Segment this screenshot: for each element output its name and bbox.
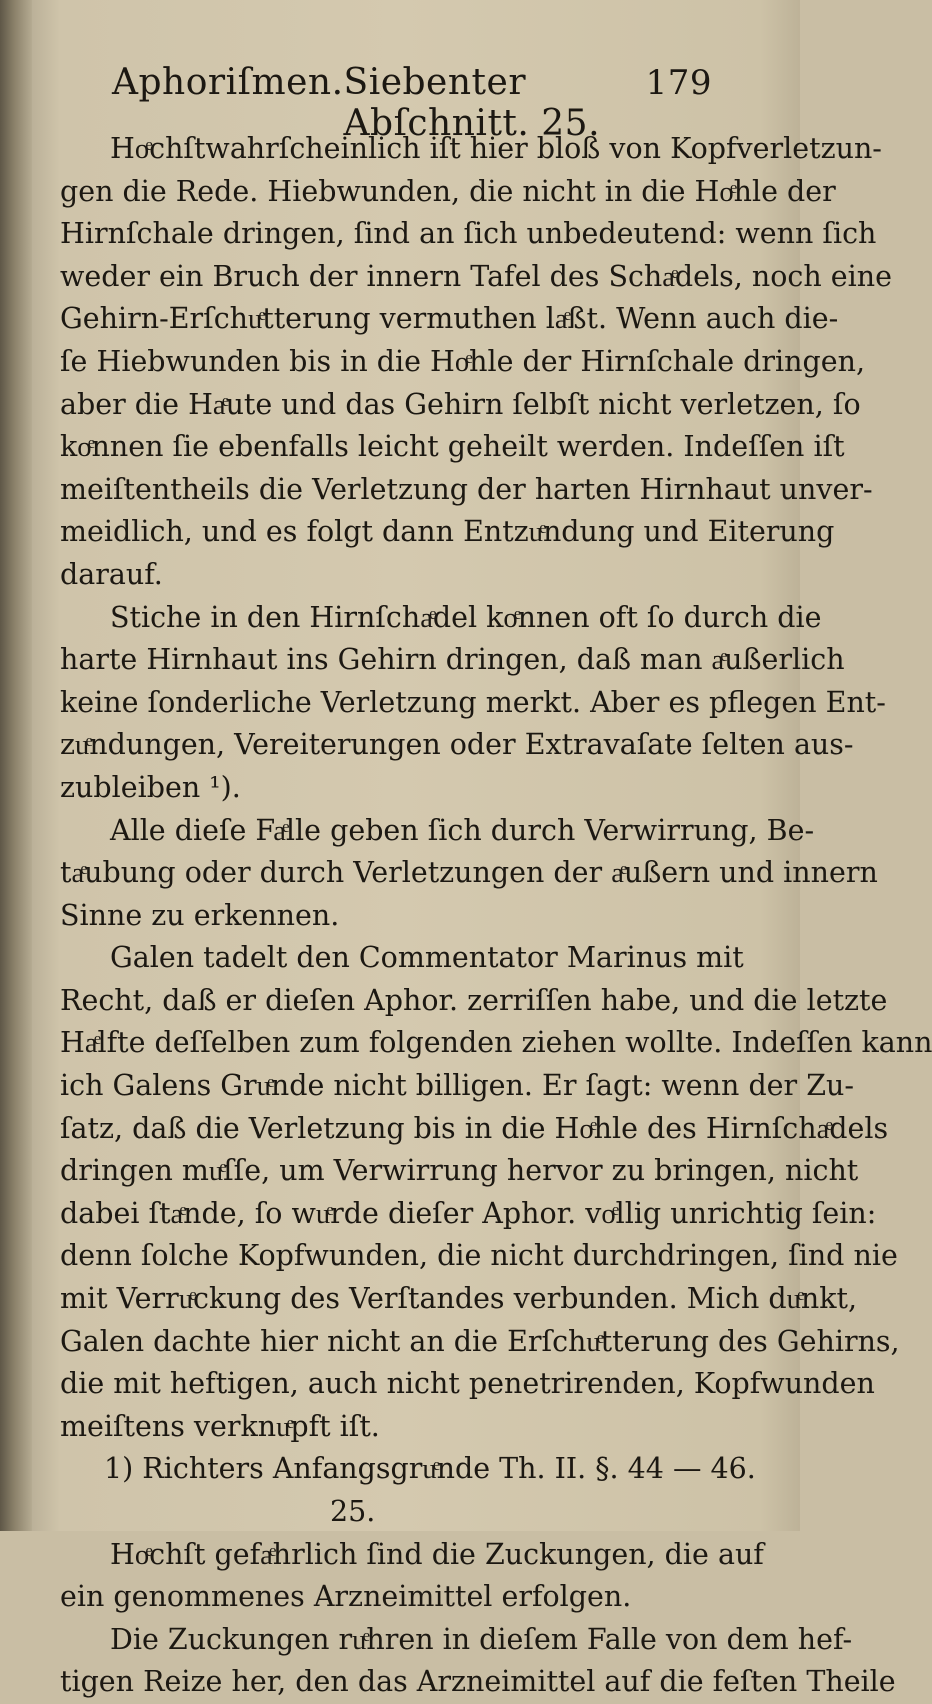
section-number: 25. bbox=[330, 1495, 376, 1528]
text-line: denn ſolche Kopfwunden, die nicht durchdringen, ſind nie bbox=[60, 1239, 898, 1273]
binding-gutter bbox=[0, 0, 32, 1531]
text-line: Gehirn-Erſchuͤtterung vermuthen laͤßt. Wenn auch die- bbox=[60, 302, 839, 336]
text-line: Haͤlfte deſſelben zum folgenden ziehen wollte. Indeſſen kann bbox=[60, 1026, 932, 1060]
text-line: dringen muͤſſe, um Verwirrung hervor zu bringen, nicht bbox=[60, 1154, 859, 1188]
text-line: tigen Reize her, den das Arzneimittel auf die feſten Theile bbox=[60, 1665, 896, 1699]
text-line: darauf. bbox=[60, 557, 163, 591]
text-line: Stiche in den Hirnſchaͤdel koͤnnen oft ſo durch die bbox=[110, 600, 822, 634]
text-line: Alle dieſe Faͤlle geben ſich durch Verwirrung, Be- bbox=[110, 813, 815, 847]
text-line: Sinne zu erkennen. bbox=[60, 898, 340, 932]
text-line: Recht, daß er dieſen Aphor. zerriſſen habe, und die letzte bbox=[60, 983, 888, 1017]
text-line: ſe Hiebwunden bis in die Hoͤhle der Hirnſchale dringen, bbox=[60, 344, 866, 378]
text-line: ſatz, daß die Verletzung bis in die Hoͤhle des Hirnſchaͤdels bbox=[60, 1111, 889, 1145]
header-section: Siebenter Abſchnitt. 25. bbox=[343, 62, 601, 144]
text-line: taͤubung oder durch Verletzungen der aͤußern und innern bbox=[60, 856, 878, 890]
text-line: meiſtentheils die Verletzung der harten Hirnhaut unver- bbox=[60, 472, 873, 506]
text-line: Die Zuckungen ruͤhren in dieſem Falle von dem hef- bbox=[110, 1622, 853, 1656]
aphorism-line: Hoͤchſt gefaͤhrlich ſind die Zuckungen, die auf bbox=[110, 1537, 764, 1571]
text-line: mit Verruͤckung des Verſtandes verbunden. Mich duͤnkt, bbox=[60, 1282, 858, 1316]
footnote: 1) Richters Anfangsgruͤnde Th. II. §. 44 — 46. bbox=[104, 1452, 756, 1486]
text-line: die mit heftigen, auch nicht penetrirenden, Kopfwunden bbox=[60, 1367, 875, 1401]
text-line: Hirnſchale dringen, ſind an ſich unbedeutend: wenn ſich bbox=[60, 217, 877, 251]
text-line: weder ein Bruch der innern Tafel des Schaͤdels, noch eine bbox=[60, 259, 892, 293]
text-line: koͤnnen ſie ebenfalls leicht geheilt werden. Indeſſen iſt bbox=[60, 430, 845, 464]
text-line: dabei ſtaͤnde, ſo wuͤrde dieſer Aphor. voͤllig unrichtig ſein: bbox=[60, 1196, 877, 1230]
text-line: meidlich, und es folgt dann Entzuͤndung und Eiterung bbox=[60, 515, 835, 549]
running-header bbox=[112, 62, 712, 144]
page-body bbox=[60, 128, 932, 1704]
page-number: 179 bbox=[645, 63, 712, 103]
text-line: Galen dachte hier nicht an die Erſchuͤtterung des Gehirns, bbox=[60, 1324, 900, 1358]
text-line: zubleiben ¹). bbox=[60, 770, 241, 804]
text-line: keine ſonderliche Verletzung merkt. Aber es pflegen Ent- bbox=[60, 685, 886, 719]
text-line: Galen tadelt den Commentator Marinus mit bbox=[110, 941, 744, 975]
text-line: Hoͤchſtwahrſcheinlich iſt hier bloß von Kopfverletzun- bbox=[110, 132, 882, 165]
aphorism-line: ein genommenes Arzneimittel erfolgen. bbox=[60, 1580, 632, 1614]
text-line: gen die Rede. Hiebwunden, die nicht in die Hoͤhle der bbox=[60, 174, 836, 208]
text-line: aber die Haͤute und das Gehirn ſelbſt nicht verletzen, ſo bbox=[60, 387, 861, 421]
header-title: Aphoriſmen. bbox=[112, 62, 344, 103]
text-line: ich Galens Gruͤnde nicht billigen. Er ſagt: wenn der Zu- bbox=[60, 1069, 855, 1103]
text-line: meiſtens verknuͤpft iſt. bbox=[60, 1409, 380, 1443]
text-line: harte Hirnhaut ins Gehirn dringen, daß man aͤußerlich bbox=[60, 643, 845, 677]
text-line: zuͤndungen, Vereiterungen oder Extravaſate ſelten aus- bbox=[60, 728, 854, 762]
